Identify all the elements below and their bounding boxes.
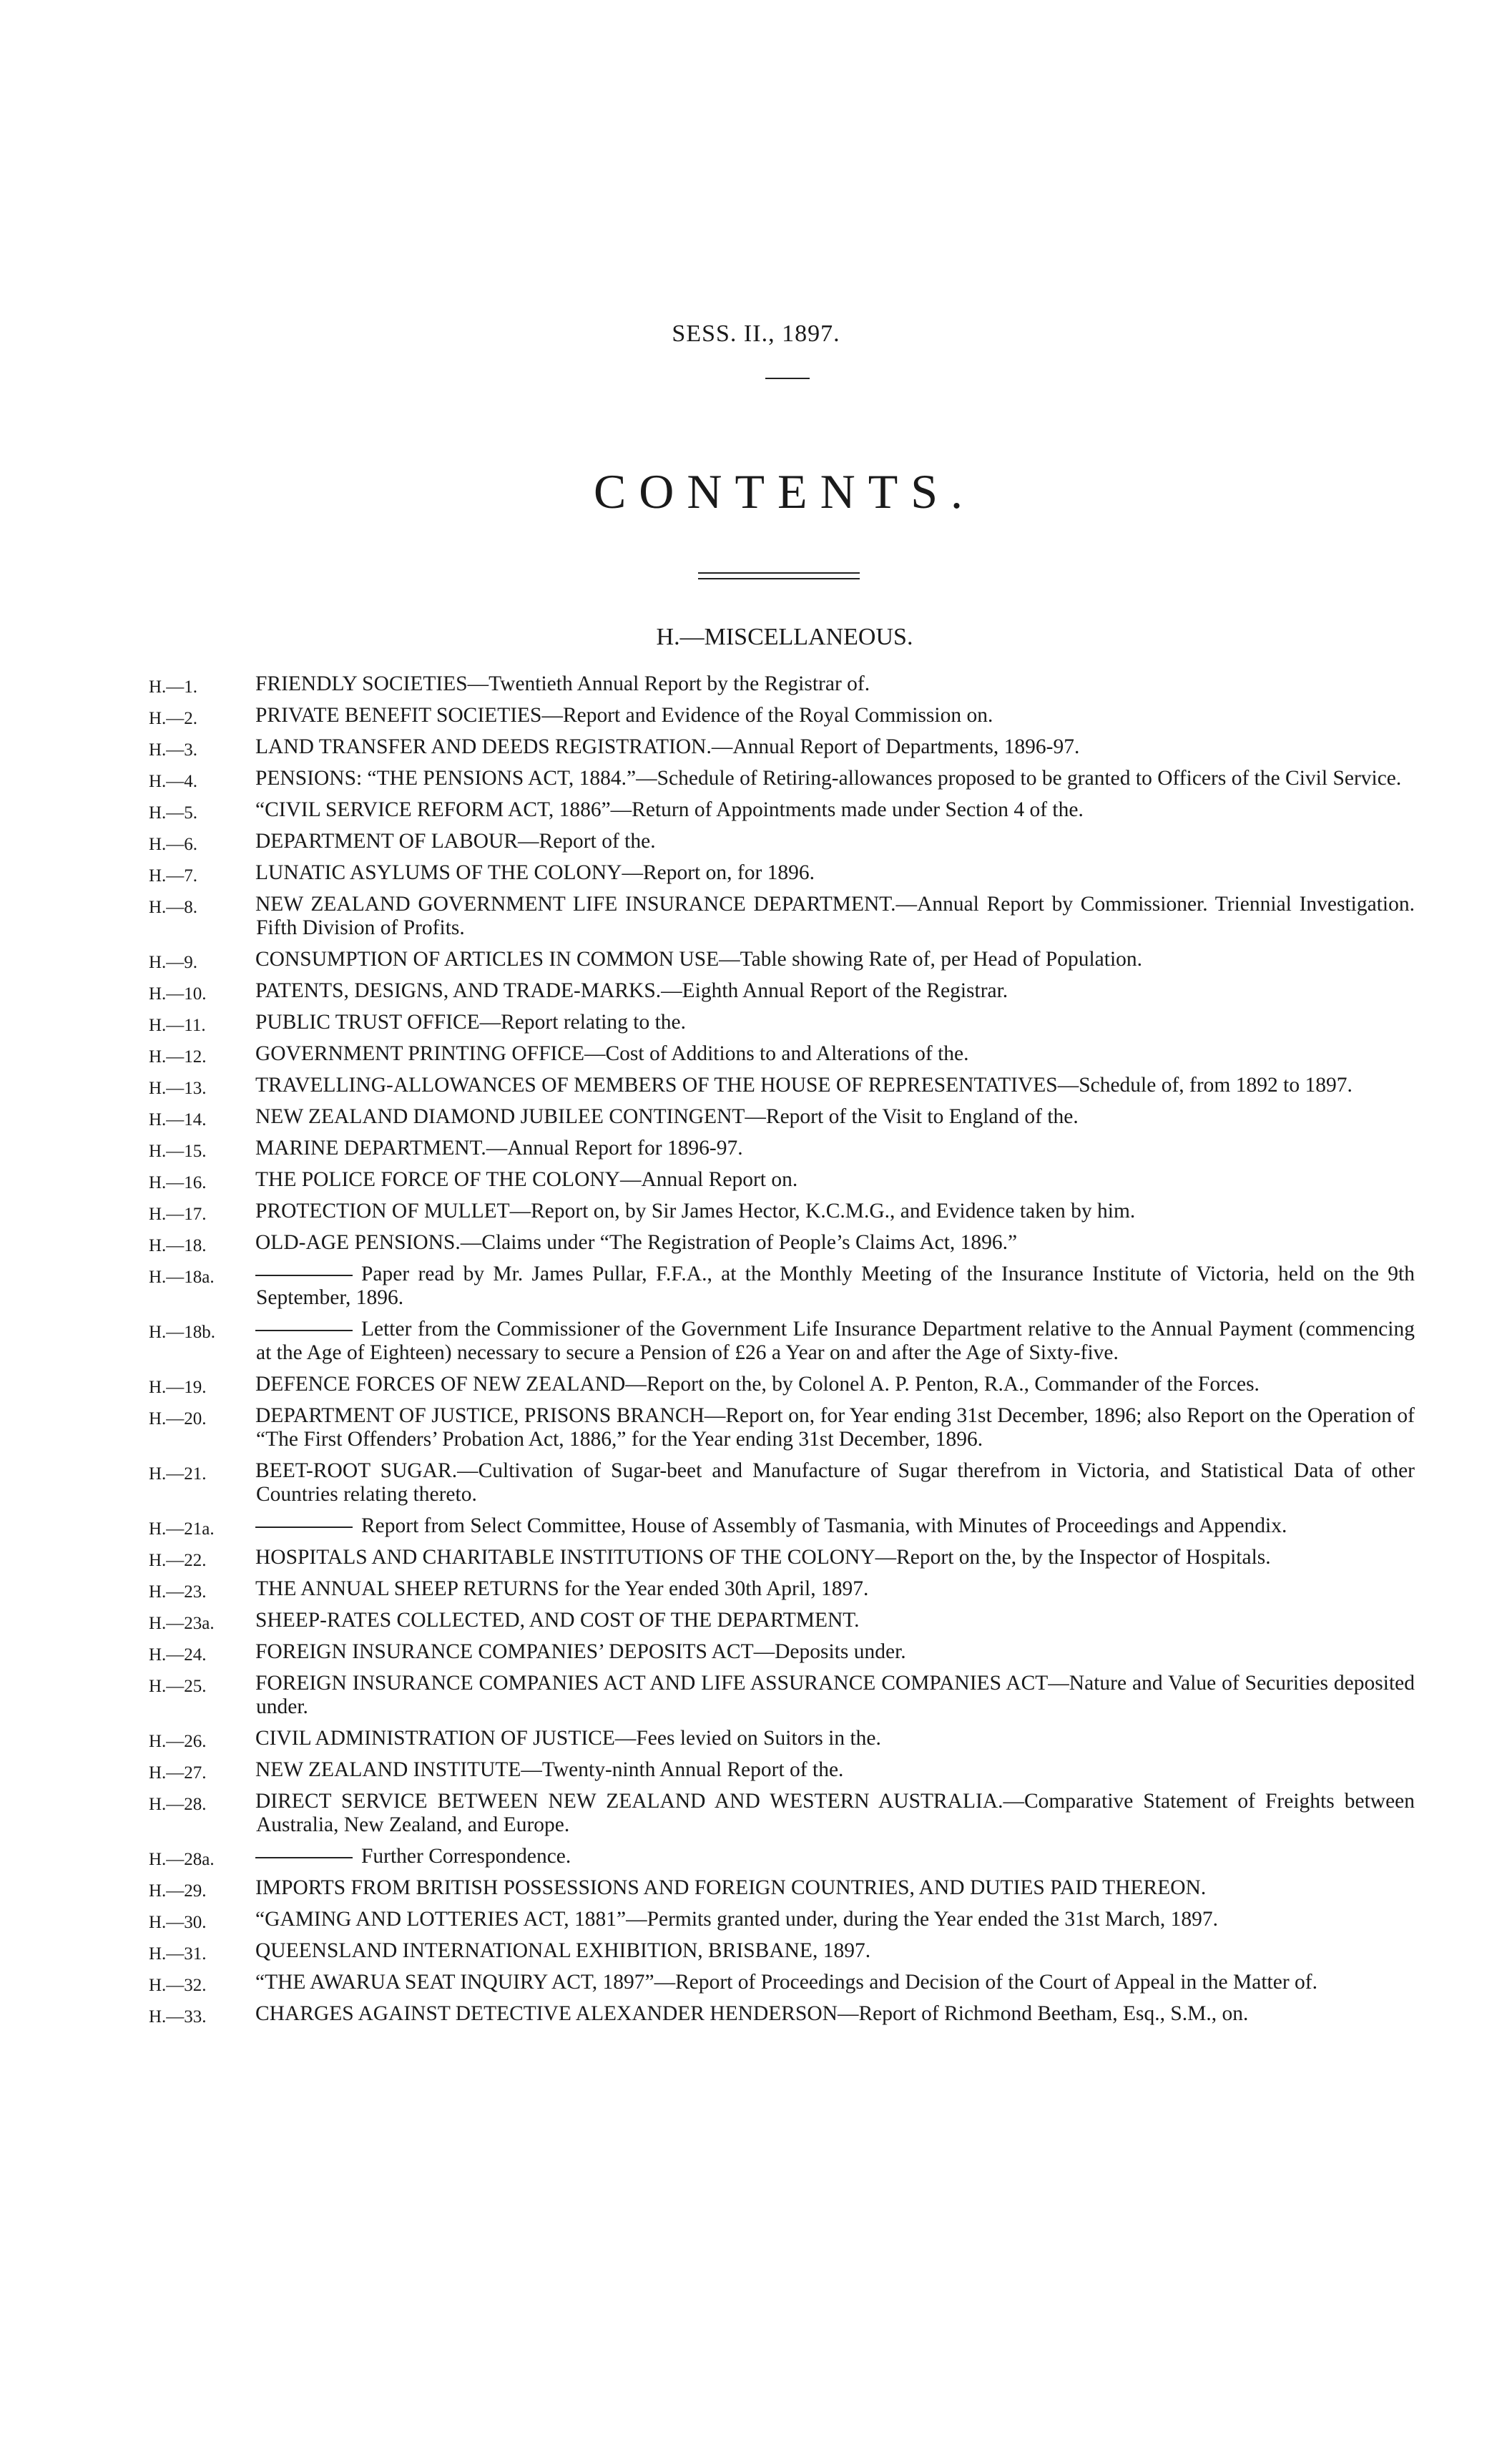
entry-number: H.—24. [149, 1645, 207, 1665]
entry-text: “CIVIL SERVICE REFORM ACT, 1886”—Return of Appointments made under Section 4 of the. [255, 798, 1084, 821]
entry-text: GOVERNMENT PRINTING OFFICE—Cost of Additions to and Alterations of the. [255, 1042, 969, 1065]
entry-number: H.—14. [149, 1110, 207, 1130]
entry-text [256, 1514, 1415, 1538]
contents-entry [149, 979, 1415, 1003]
entry-number: H.—21. [149, 1464, 207, 1484]
contents-entry [149, 735, 1415, 759]
contents-entry [149, 1672, 1415, 1719]
entry-text: FRIENDLY SOCIETIES—Twentieth Annual Report by the Registrar of. [255, 672, 870, 695]
entry-text: PATENTS, DESIGNS, AND TRADE-MARKS.—Eighth Annual Report of the Registrar. [255, 979, 1008, 1002]
contents-list [149, 672, 1415, 2034]
entry-number: H.—12. [149, 1047, 207, 1067]
entry-number: H.—4. [149, 772, 198, 791]
ditto-dash [255, 1330, 353, 1331]
entry-number: H.—20. [149, 1409, 207, 1429]
entry-text: DEPARTMENT OF JUSTICE, PRISONS BRANCH—Report on, for Year ending 31st December, 1896; also Report on the Operation of “The First Offenders’ Probation Act, 1886,” for the Year ending 31st December, 1896. [255, 1404, 1415, 1451]
contents-entry [149, 1876, 1415, 1900]
contents-entry [149, 1908, 1415, 1931]
entry-text: NEW ZEALAND GOVERNMENT LIFE INSURANCE DEPARTMENT.—Annual Report by Commissioner. Triennial Investigation. Fifth Division of Profits. [255, 893, 1415, 939]
entry-number: H.—2. [149, 709, 198, 728]
entry-text: CONSUMPTION OF ARTICLES IN COMMON USE—Table showing Rate of, per Head of Population. [255, 948, 1143, 971]
entry-text: DEFENCE FORCES OF NEW ZEALAND—Report on the, by Colonel A. P. Penton, R.A., Commander of the Forces. [255, 1373, 1260, 1396]
entry-text: IMPORTS FROM BRITISH POSSESSIONS AND FOREIGN COUNTRIES, AND DUTIES PAID THEREON. [255, 1876, 1207, 1899]
contents-entry [149, 861, 1415, 885]
entry-text: “THE AWARUA SEAT INQUIRY ACT, 1897”—Report of Proceedings and Decision of the Court of Appeal in the Matter of. [255, 1971, 1317, 1994]
entry-number: H.—28a. [149, 1850, 215, 1869]
contents-entry [149, 672, 1415, 696]
entry-text-body: Report from Select Committee, House of Assembly of Tasmania, with Minutes of Proceedings and Appendix. [361, 1514, 1287, 1537]
contents-entry [149, 1263, 1415, 1310]
entry-number: H.—7. [149, 866, 198, 886]
contents-entry [149, 1640, 1415, 1664]
entry-number: H.—9. [149, 953, 198, 972]
entry-number: H.—19. [149, 1378, 207, 1397]
entry-text: LUNATIC ASYLUMS OF THE COLONY—Report on, for 1896. [255, 861, 815, 884]
entry-number: H.—23. [149, 1582, 207, 1602]
entry-text: MARINE DEPARTMENT.—Annual Report for 1896-97. [255, 1137, 743, 1160]
contents-entry [149, 1318, 1415, 1365]
entry-text: THE POLICE FORCE OF THE COLONY—Annual Report on. [255, 1168, 798, 1191]
entry-text: NEW ZEALAND DIAMOND JUBILEE CONTINGENT—Report of the Visit to England of the. [255, 1105, 1079, 1128]
entry-text [256, 1318, 1415, 1365]
entry-text-body: Letter from the Commissioner of the Government Life Insurance Department relative to the Annual Payment (commencing at the Age of Eighteen) necessary to secure a Pension of £26 a Year on and after the Age of Sixty-five. [256, 1318, 1415, 1364]
entry-number: H.—3. [149, 740, 198, 760]
entry-number: H.—1. [149, 677, 198, 697]
entry-number: H.—18. [149, 1236, 207, 1255]
contents-entry [149, 1939, 1415, 1963]
entry-number: H.—16. [149, 1173, 207, 1192]
contents-entry [149, 767, 1415, 790]
contents-entry [149, 893, 1415, 940]
short-rule [765, 378, 810, 379]
entry-text: “GAMING AND LOTTERIES ACT, 1881”—Permits granted under, during the Year ended the 31st March, 1897. [255, 1908, 1219, 1931]
entry-text: PENSIONS: “THE PENSIONS ACT, 1884.”—Schedule of Retiring-allowances proposed to be granted to Officers of the Civil Service. [255, 767, 1402, 790]
entry-number: H.—21a. [149, 1519, 215, 1539]
entry-number: H.—28. [149, 1795, 207, 1814]
entry-text: FOREIGN INSURANCE COMPANIES’ DEPOSITS ACT—Deposits under. [255, 1640, 906, 1663]
contents-entry [149, 1790, 1415, 1837]
entry-number: H.—18b. [149, 1323, 216, 1342]
contents-entry [149, 1105, 1415, 1129]
entry-text: DEPARTMENT OF LABOUR—Report of the. [255, 830, 656, 853]
entry-text: HOSPITALS AND CHARITABLE INSTITUTIONS OF THE COLONY—Report on the, by the Inspector of Hospitals. [255, 1546, 1271, 1569]
contents-entry [149, 1514, 1415, 1538]
contents-entry [149, 948, 1415, 971]
double-rule-top [698, 572, 860, 574]
entry-number: H.—31. [149, 1944, 207, 1964]
entry-text: BEET-ROOT SUGAR.—Cultivation of Sugar-beet and Manufacture of Sugar therefrom in Victoria, and Statistical Data of other Countries relating thereto. [255, 1459, 1415, 1506]
entry-text: CIVIL ADMINISTRATION OF JUSTICE—Fees levied on Suitors in the. [255, 1727, 881, 1750]
entry-text: PUBLIC TRUST OFFICE—Report relating to the. [255, 1011, 687, 1034]
entry-number: H.—18a. [149, 1268, 215, 1287]
entry-number: H.—33. [149, 2007, 207, 2027]
entry-number: H.—22. [149, 1551, 207, 1570]
entry-text-body: Paper read by Mr. James Pullar, F.F.A., at the Monthly Meeting of the Insurance Institute of Victoria, held on the 9th September, 1896. [256, 1263, 1415, 1309]
entry-number: H.—13. [149, 1079, 207, 1098]
entry-text: QUEENSLAND INTERNATIONAL EXHIBITION, BRISBANE, 1897. [255, 1939, 871, 1962]
entry-number: H.—27. [149, 1763, 207, 1783]
contents-entry [149, 830, 1415, 853]
contents-entry [149, 1042, 1415, 1066]
entry-number: H.—11. [149, 1016, 206, 1035]
contents-entry [149, 1200, 1415, 1223]
ditto-dash [255, 1527, 353, 1528]
contents-entry [149, 1577, 1415, 1601]
entry-text [256, 1845, 1415, 1868]
contents-entry [149, 1404, 1415, 1451]
contents-entry [149, 1609, 1415, 1632]
section-heading: H.—MISCELLANEOUS. [656, 624, 913, 650]
entry-text: OLD-AGE PENSIONS.—Claims under “The Registration of People’s Claims Act, 1896.” [255, 1231, 1018, 1254]
entry-text: TRAVELLING-ALLOWANCES OF MEMBERS OF THE HOUSE OF REPRESENTATIVES—Schedule of, from 1892 to 1897. [255, 1074, 1353, 1097]
contents-entry [149, 1231, 1415, 1255]
double-rule-bottom [698, 578, 860, 579]
entry-text: SHEEP-RATES COLLECTED, AND COST OF THE DEPARTMENT. [255, 1609, 860, 1632]
entry-text [256, 1263, 1415, 1310]
contents-entry [149, 1546, 1415, 1569]
entry-text: LAND TRANSFER AND DEEDS REGISTRATION.—Annual Report of Departments, 1896-97. [255, 735, 1080, 758]
ditto-dash [255, 1275, 353, 1276]
entry-text: DIRECT SERVICE BETWEEN NEW ZEALAND AND WESTERN AUSTRALIA.—Comparative Statement of Freights between Australia, New Zealand, and Europe. [255, 1790, 1415, 1836]
entry-number: H.—26. [149, 1732, 207, 1751]
contents-entry [149, 704, 1415, 727]
contents-entry [149, 1459, 1415, 1506]
entry-text: NEW ZEALAND INSTITUTE—Twenty-ninth Annual Report of the. [255, 1758, 844, 1781]
entry-number: H.—29. [149, 1881, 207, 1901]
contents-entry [149, 1074, 1415, 1097]
entry-number: H.—25. [149, 1677, 207, 1696]
entry-number: H.—15. [149, 1142, 207, 1161]
entry-number: H.—8. [149, 898, 198, 917]
entry-text: THE ANNUAL SHEEP RETURNS for the Year ended 30th April, 1897. [255, 1577, 869, 1600]
entry-number: H.—23a. [149, 1614, 215, 1633]
entry-text-body: Further Correspondence. [361, 1845, 571, 1868]
contents-entry [149, 1971, 1415, 1994]
entry-text: PRIVATE BENEFIT SOCIETIES—Report and Evidence of the Royal Commission on. [255, 704, 993, 727]
entry-number: H.—5. [149, 803, 198, 823]
entry-number: H.—32. [149, 1976, 207, 1995]
entry-text: FOREIGN INSURANCE COMPANIES ACT AND LIFE ASSURANCE COMPANIES ACT—Nature and Value of Securities deposited under. [255, 1672, 1415, 1718]
entry-number: H.—10. [149, 984, 207, 1004]
contents-entry [149, 1168, 1415, 1192]
entry-number: H.—17. [149, 1205, 207, 1224]
contents-entry [149, 1727, 1415, 1750]
entry-text: PROTECTION OF MULLET—Report on, by Sir James Hector, K.C.M.G., and Evidence taken by him. [255, 1200, 1136, 1222]
contents-entry [149, 2002, 1415, 2026]
page-title: CONTENTS. [593, 464, 976, 519]
entry-text: CHARGES AGAINST DETECTIVE ALEXANDER HENDERSON—Report of Richmond Beetham, Esq., S.M., on. [255, 2002, 1249, 2025]
contents-entry [149, 1011, 1415, 1034]
session-heading: SESS. II., 1897. [672, 320, 840, 347]
entry-number: H.—6. [149, 835, 198, 854]
contents-entry [149, 1137, 1415, 1160]
ditto-dash [255, 1857, 353, 1858]
contents-entry [149, 1373, 1415, 1396]
contents-entry [149, 1758, 1415, 1782]
entry-number: H.—30. [149, 1913, 207, 1932]
contents-entry [149, 1845, 1415, 1868]
contents-entry [149, 798, 1415, 822]
